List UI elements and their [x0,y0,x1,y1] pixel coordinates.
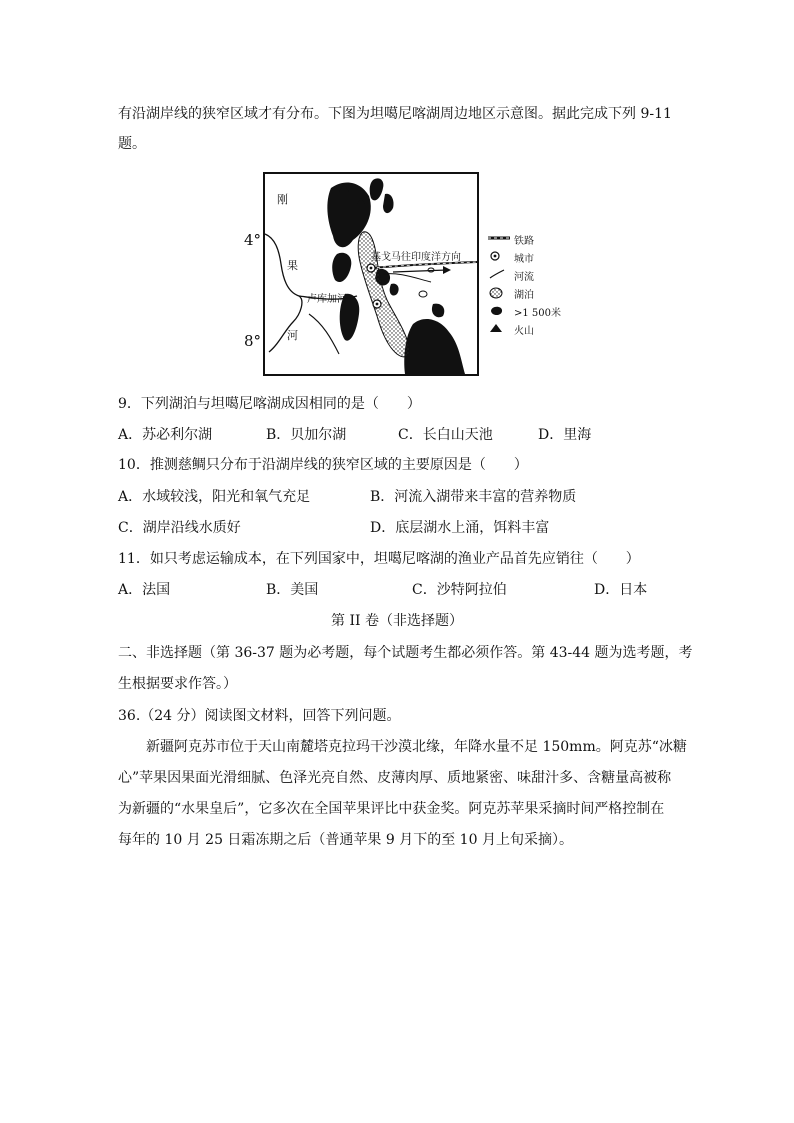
question-10-option-d: D．底层湖水上涌，饵料丰富 [370,520,550,536]
highland-ridge-1 [370,178,384,200]
question-36-material-line-1: 新疆阿克苏市位于天山南麓塔克拉玛干沙漠北缘，年降水量不足 150mm。阿克苏“冰糖 [146,739,687,755]
highland-south [404,319,465,374]
volcano-icon [488,323,510,333]
route-arrowhead [443,266,451,274]
congo-label-guo: 果 [287,259,298,272]
latitude-4-label: 4° [244,231,262,249]
latitude-8-label: 8° [244,332,262,350]
intro-line-1: 有沿湖岸线的狭窄区域才有分布。下图为坦噶尼喀湖周边地区示意图。据此完成下列 9-11 [118,106,672,122]
section-2-instructions-line-1: 二、非选择题（第 36-37 题为必考题，每个试题考生都必须作答。第 43-44 题为选考题，考 [118,645,693,661]
east-river [383,274,431,282]
route-arrow [393,270,447,272]
question-9-option-b: B．贝加尔湖 [266,427,347,443]
lake-tanganyika [358,232,409,357]
highland-southeast [432,304,444,318]
lake-icon [488,287,510,299]
map-drawing [265,174,477,374]
river-icon [488,269,510,279]
question-9-option-d: D．里海 [538,427,592,443]
question-36-material-line-4: 每年的 10 月 25 日霜冻期之后（普通苹果 9 月下的至 10 月上旬采摘）。 [118,832,573,848]
question-11-option-b: B．美国 [266,582,319,598]
lake-tanganyika-map [263,172,479,376]
section-2-title: 第 II 卷（非选择题） [331,613,463,629]
lukuga-river-label: 卢库加河 [307,294,347,305]
kigoma-route-label: 基戈马往印度洋方向 [371,252,461,263]
question-9-option-a: A．苏必利尔湖 [118,427,213,443]
highland-east-2 [390,284,399,296]
highland-west-1 [332,253,351,282]
section-2-instructions-line-2: 生根据要求作答。） [118,676,237,692]
question-10-option-c: C．湖岸沿线水质好 [118,520,241,536]
highland-ridge-2 [383,194,394,213]
city-icon [488,251,510,261]
question-11-option-d: D．日本 [594,582,648,598]
small-lake-1 [419,291,427,297]
question-11-option-a: A．法国 [118,582,171,598]
lukuga-tributary [309,314,339,354]
railway-icon [488,233,510,243]
question-11-stem: 11．如只考虑运输成本，在下列国家中，坦噶尼喀湖的渔业产品首先应销往（ ） [118,551,640,567]
question-36-stem: 36.（24 分）阅读图文材料，回答下列问题。 [118,708,401,724]
question-36-material-line-2: 心”苹果因果面光滑细腻、色泽光亮自然、皮薄肉厚、质地紧密、味甜汁多、含糖量高被称 [118,770,672,786]
intro-line-2: 题。 [118,136,146,152]
question-10-option-a: A．水域较浅，阳光和氧气充足 [118,489,311,505]
question-36-material-line-3: 为新疆的“水果皇后”，它多次在全国苹果评比中获金奖。阿克苏苹果采摘时间严格控制在 [118,801,665,817]
question-10-stem: 10．推测慈鲷只分布于沿湖岸线的狭窄区域的主要原因是（ ） [118,457,528,473]
congo-label-gang: 刚 [277,193,288,206]
question-9-option-c: C．长白山天池 [398,427,493,443]
question-11-option-c: C．沙特阿拉伯 [412,582,507,598]
elevation-icon [488,305,510,317]
congo-label-he: 河 [287,329,298,342]
question-10-option-b: B．河流入湖带来丰富的营养物质 [370,489,577,505]
question-9-stem: 9．下列湖泊与坦噶尼喀湖成因相同的是（ ） [118,396,421,412]
